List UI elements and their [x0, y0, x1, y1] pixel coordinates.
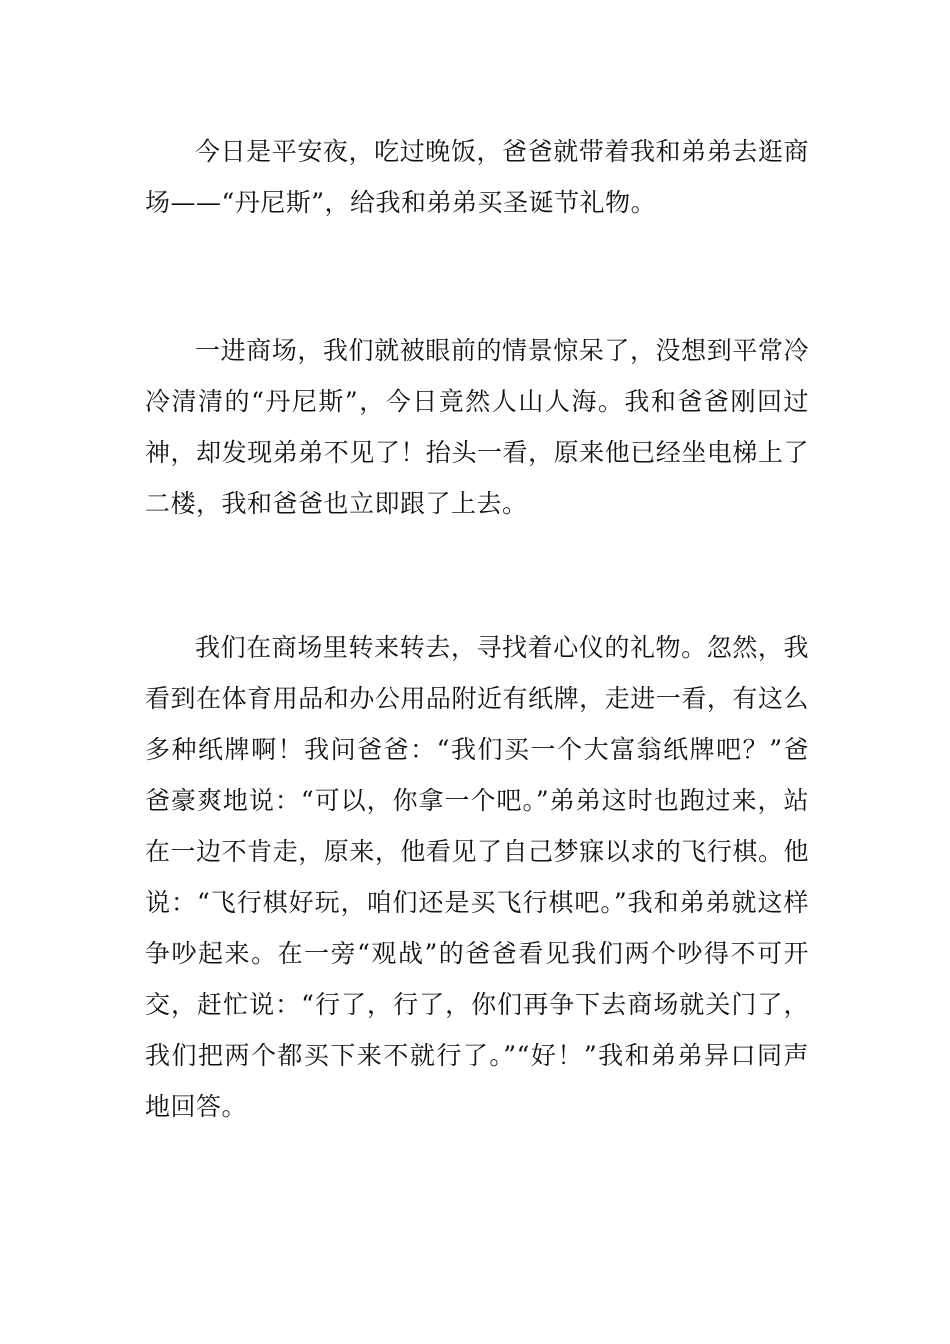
paragraph-3: 我们在商场里转来转去，寻找着心仪的礼物。忽然，我看到在体育用品和办公用品附近有纸牌，走进一看，有这么多种纸牌啊！我问爸爸：“我们买一个大富翁纸牌吧？”爸爸豪爽地说：“可以，你拿一个吧。”弟弟这时也跑过来，站在一边不肯走，原来，他看见了自己梦寐以求的飞行棋。他说：“飞行棋好玩，咱们还是买飞行棋吧。”我和弟弟就这样争吵起来。在一旁“观战”的爸爸看见我们两个吵得不可开交，赶忙说：“行了，行了，你们再争下去商场就关门了，我们把两个都买下来不就行了。”“好！”我和弟弟异口同声地回答。 [145, 633, 809, 1121]
paragraph-2: 一进商场，我们就被眼前的情景惊呆了，没想到平常冷冷清清的“丹尼斯”，今日竟然人山人海。我和爸爸刚回过神，却发现弟弟不见了！抬头一看，原来他已经坐电梯上了二楼，我和爸爸也立即跟了上去。 [145, 336, 809, 518]
paragraph-1: 今日是平安夜，吃过晚饭，爸爸就带着我和弟弟去逛商场——“丹尼斯”，给我和弟弟买圣诞节礼物。 [145, 137, 809, 217]
